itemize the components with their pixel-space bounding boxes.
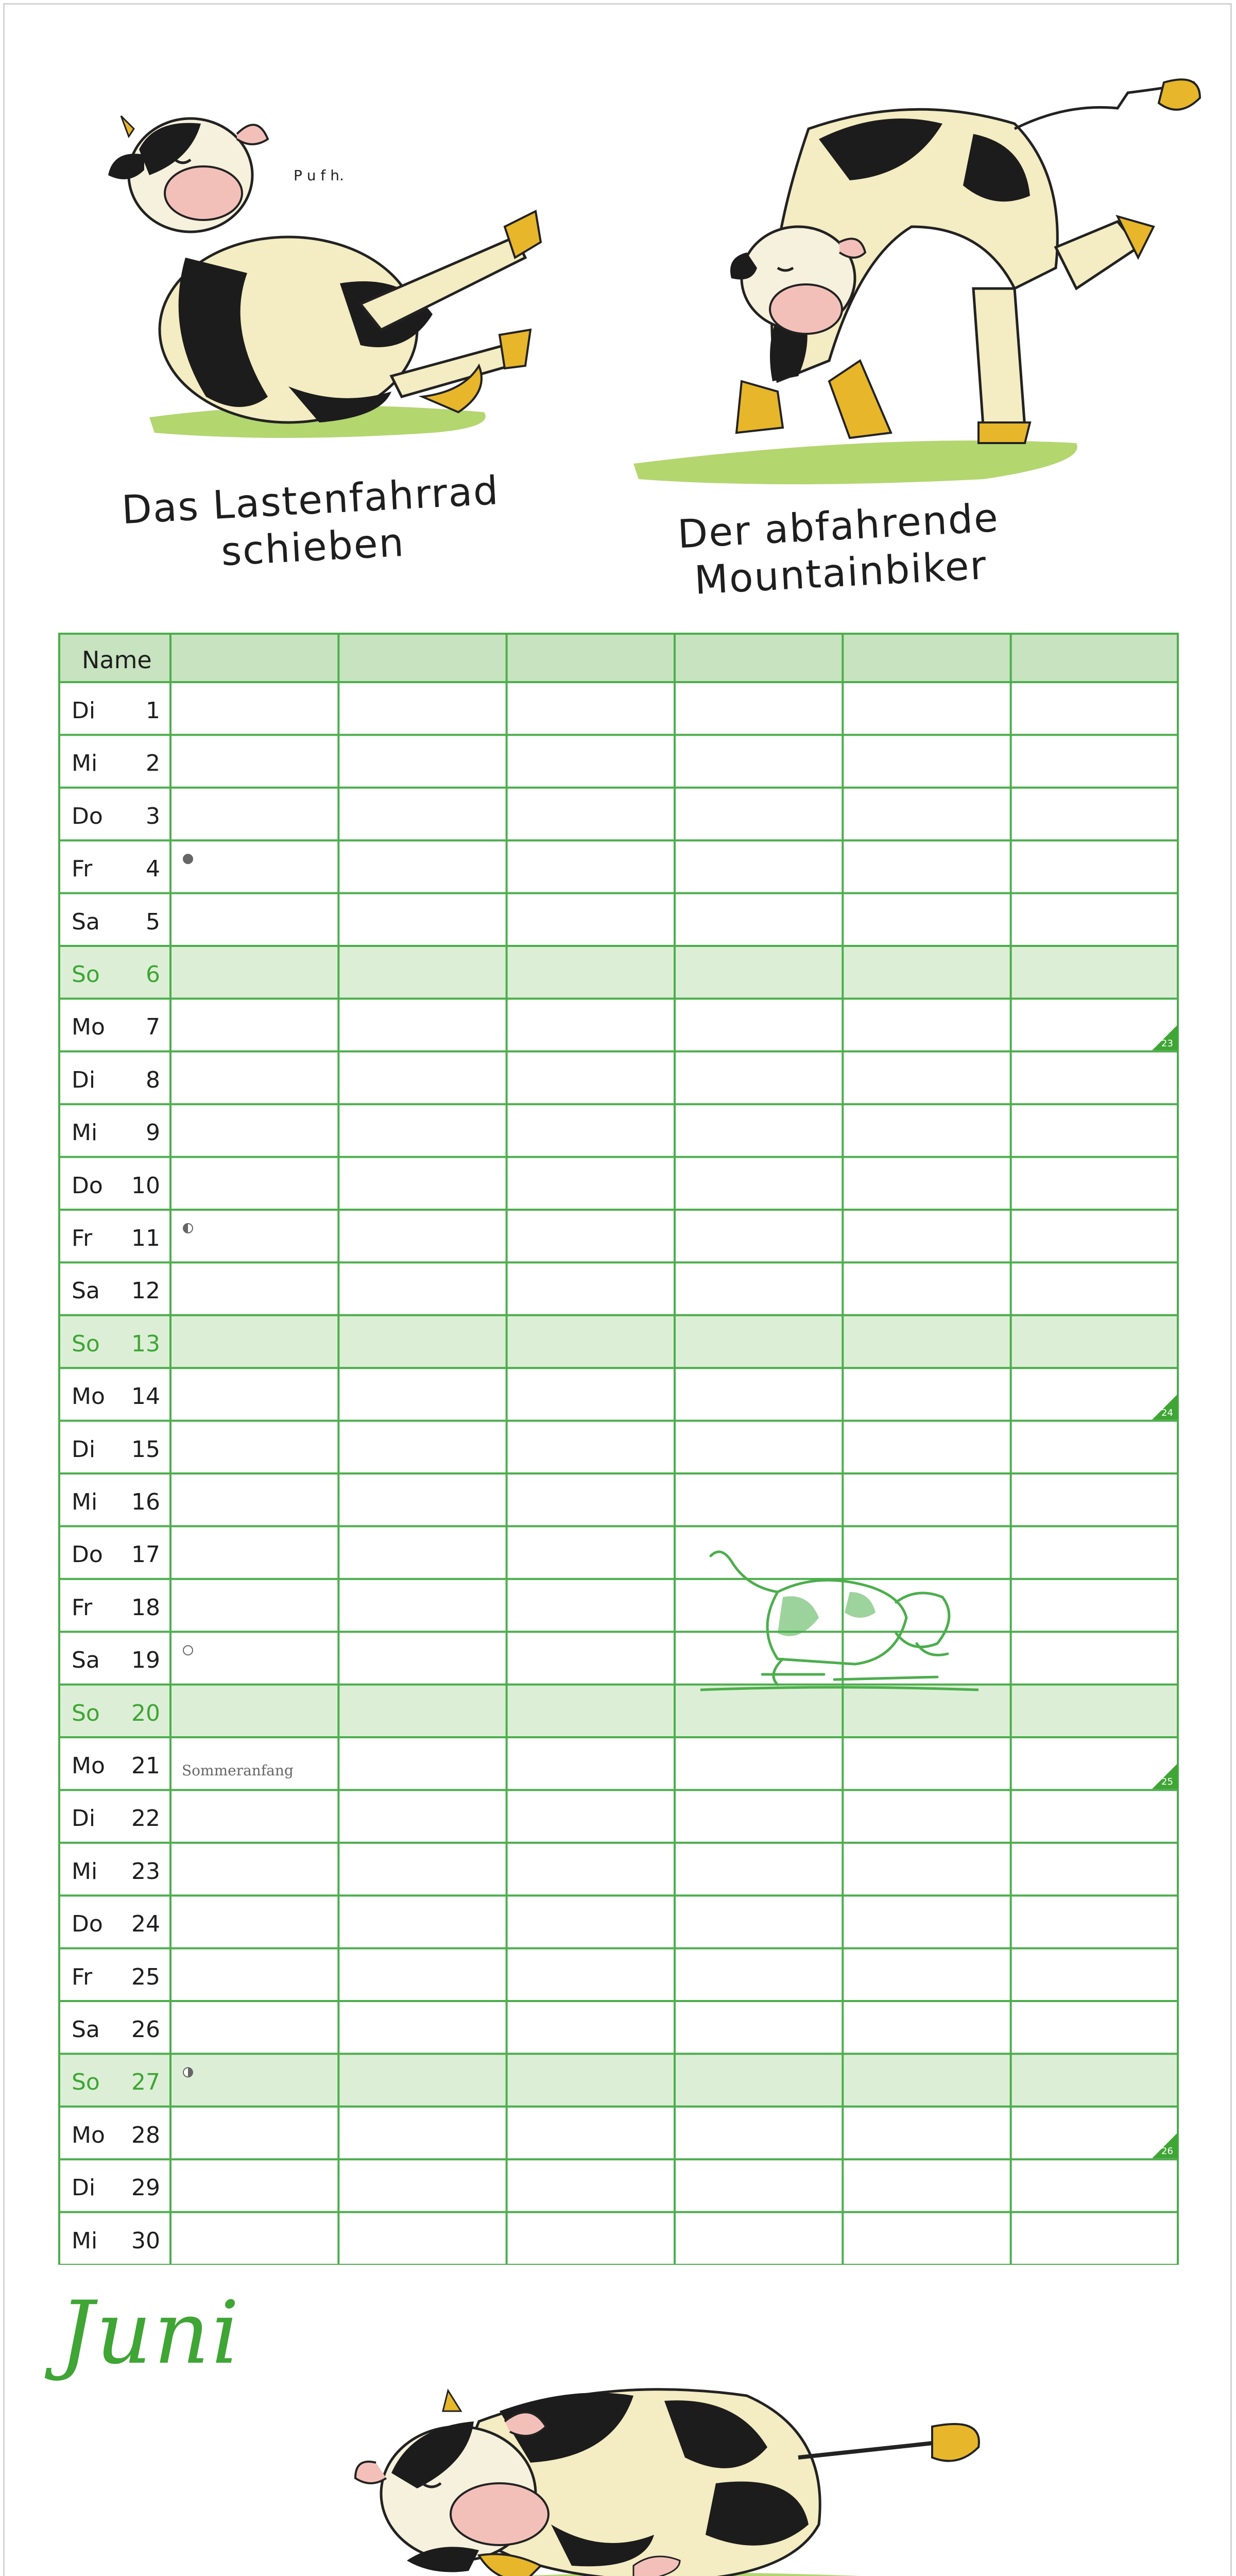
day-number: 1: [146, 698, 160, 724]
day-number: 4: [146, 856, 160, 883]
caption-top-right-line-1: Der abfahrende: [676, 494, 1000, 557]
day-weekday: Sa: [72, 1647, 100, 1674]
day-number: 20: [131, 1700, 160, 1726]
day-weekday: Fr: [72, 856, 93, 883]
day-weekday: So: [72, 1330, 100, 1357]
day-number: 11: [131, 1225, 160, 1251]
caption-top-right-line-2: Mountainbiker: [693, 542, 988, 603]
day-note: Sommeranfang: [182, 1762, 294, 1779]
day-number: 19: [131, 1647, 160, 1674]
day-weekday: Do: [72, 1541, 103, 1568]
day-weekday: Di: [72, 698, 96, 724]
caption-top-left-line-2: schieben: [219, 519, 406, 575]
day-weekday: So: [72, 1700, 100, 1726]
day-number: 28: [131, 2122, 160, 2148]
day-weekday: Mo: [72, 2122, 105, 2148]
name-header-label: Name: [82, 646, 152, 674]
caption-top-right: [673, 494, 1007, 605]
day-weekday: Sa: [72, 2016, 100, 2043]
day-number: 5: [146, 908, 160, 935]
day-weekday: So: [72, 2069, 100, 2096]
day-number: 14: [131, 1383, 160, 1410]
cow-sketch-green: [700, 1540, 978, 1705]
month-title: Juni: [59, 2282, 242, 2383]
day-number: 26: [131, 2016, 160, 2043]
calendar-grid-lines: [58, 633, 1179, 2265]
new-moon-icon: [183, 854, 193, 863]
day-weekday: Mo: [72, 1383, 105, 1410]
week-number: 26: [1161, 2146, 1173, 2157]
full-moon-icon: [183, 1646, 193, 1655]
day-number: 24: [131, 1911, 160, 1938]
day-weekday: Mi: [72, 1489, 98, 1515]
calendar-grid: [58, 633, 1179, 2265]
day-weekday: Di: [72, 2175, 96, 2201]
day-weekday: Di: [72, 1066, 96, 1093]
day-number: 27: [131, 2069, 160, 2096]
day-number: 16: [131, 1489, 160, 1515]
day-weekday: Mi: [72, 2227, 98, 2254]
day-number: 29: [131, 2175, 160, 2201]
day-weekday: Sa: [72, 1278, 100, 1304]
day-number: 18: [131, 1594, 160, 1621]
day-weekday: Mi: [72, 750, 98, 777]
day-number: 2: [146, 750, 160, 777]
day-weekday: So: [72, 961, 100, 988]
day-weekday: Mi: [72, 1858, 98, 1885]
day-number: 30: [131, 2227, 160, 2254]
day-number: 3: [146, 803, 160, 829]
day-number: 22: [131, 1805, 160, 1832]
day-weekday: Mi: [72, 1120, 98, 1146]
sound-text: P u f h.: [294, 167, 344, 184]
day-weekday: Di: [72, 1805, 96, 1832]
day-weekday: Do: [72, 1172, 103, 1199]
day-weekday: Mo: [72, 1014, 105, 1041]
week-number: 25: [1161, 1776, 1173, 1788]
day-number: 8: [146, 1066, 160, 1093]
day-number: 15: [131, 1436, 160, 1463]
day-number: 12: [131, 1278, 160, 1304]
cow-illustration-top-left: [72, 88, 566, 448]
day-weekday: Fr: [72, 1963, 93, 1990]
day-number: 23: [131, 1858, 160, 1885]
day-number: 9: [146, 1120, 160, 1146]
day-number: 10: [131, 1172, 160, 1199]
day-weekday: Do: [72, 1911, 103, 1938]
week-number: 23: [1161, 1038, 1173, 1049]
cow-illustration-bottom: [345, 2339, 989, 2576]
day-number: 17: [131, 1541, 160, 1568]
day-weekday: Fr: [72, 1594, 93, 1621]
day-number: 25: [131, 1963, 160, 1990]
cow-illustration-top-right: [623, 72, 1210, 495]
day-weekday: Di: [72, 1436, 96, 1463]
caption-top-left-line-1: Das Lastenfahrrad: [121, 467, 501, 533]
week-number: 24: [1161, 1407, 1173, 1418]
day-number: 6: [146, 961, 160, 988]
day-weekday: Do: [72, 803, 103, 829]
day-weekday: Mo: [72, 1753, 105, 1779]
day-number: 21: [131, 1753, 160, 1779]
day-weekday: Fr: [72, 1225, 93, 1251]
day-number: 7: [146, 1014, 160, 1041]
day-number: 13: [131, 1330, 160, 1357]
day-weekday: Sa: [72, 908, 100, 935]
